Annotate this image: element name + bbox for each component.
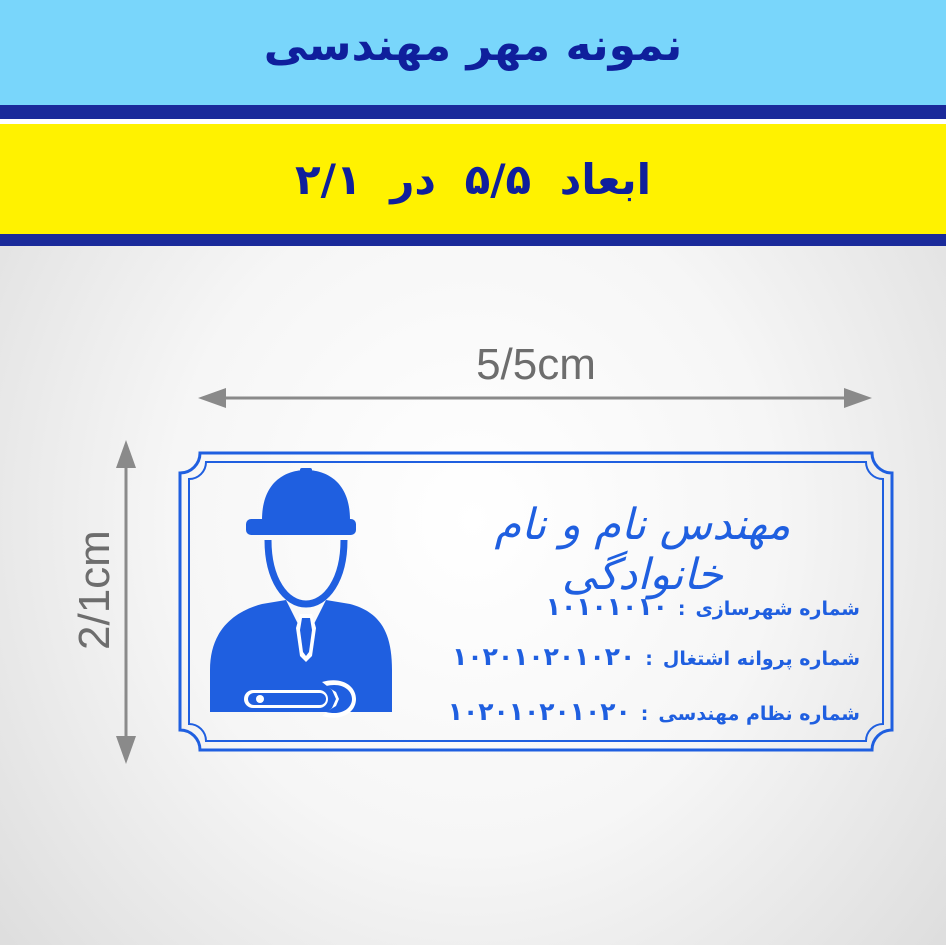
engineer-with-wrench-icon bbox=[210, 468, 392, 718]
stamp-line-value: ۱۰۲۰۱۰۲۰۱۰۲۰ bbox=[452, 642, 636, 671]
dimensions-subtitle: ابعاد ۵/۵ در ۲/۱ bbox=[294, 154, 652, 204]
stamp-line-work-permit bbox=[400, 642, 860, 671]
stamp-line-engineering-system bbox=[400, 697, 860, 726]
stamp-line-value: ۱۰۲۰۱۰۲۰۱۰۲۰ bbox=[447, 697, 631, 726]
stamp-line-value: ۱۰۱۰۱۰۱۰ bbox=[545, 592, 668, 621]
width-label: 5/5cm bbox=[476, 340, 596, 389]
stamp-line-separator: : bbox=[645, 648, 653, 670]
width-dimension-arrow bbox=[198, 388, 872, 408]
page-title: نمونه مهر مهندسی bbox=[263, 20, 683, 71]
stamp-line-label: شماره نظام مهندسی bbox=[658, 703, 860, 725]
height-label: 2/1cm bbox=[70, 530, 119, 650]
stamp-line-separator: : bbox=[640, 703, 649, 725]
stamp-line-label: شماره پروانه اشتغال bbox=[662, 648, 860, 670]
stamp-line-separator: : bbox=[677, 598, 686, 620]
stamp-line-urban-planning bbox=[400, 592, 860, 621]
engineer-name: مهندس نام و نام خانوادگی bbox=[494, 500, 791, 600]
stamp-line-label: شماره شهرسازی bbox=[695, 598, 860, 620]
